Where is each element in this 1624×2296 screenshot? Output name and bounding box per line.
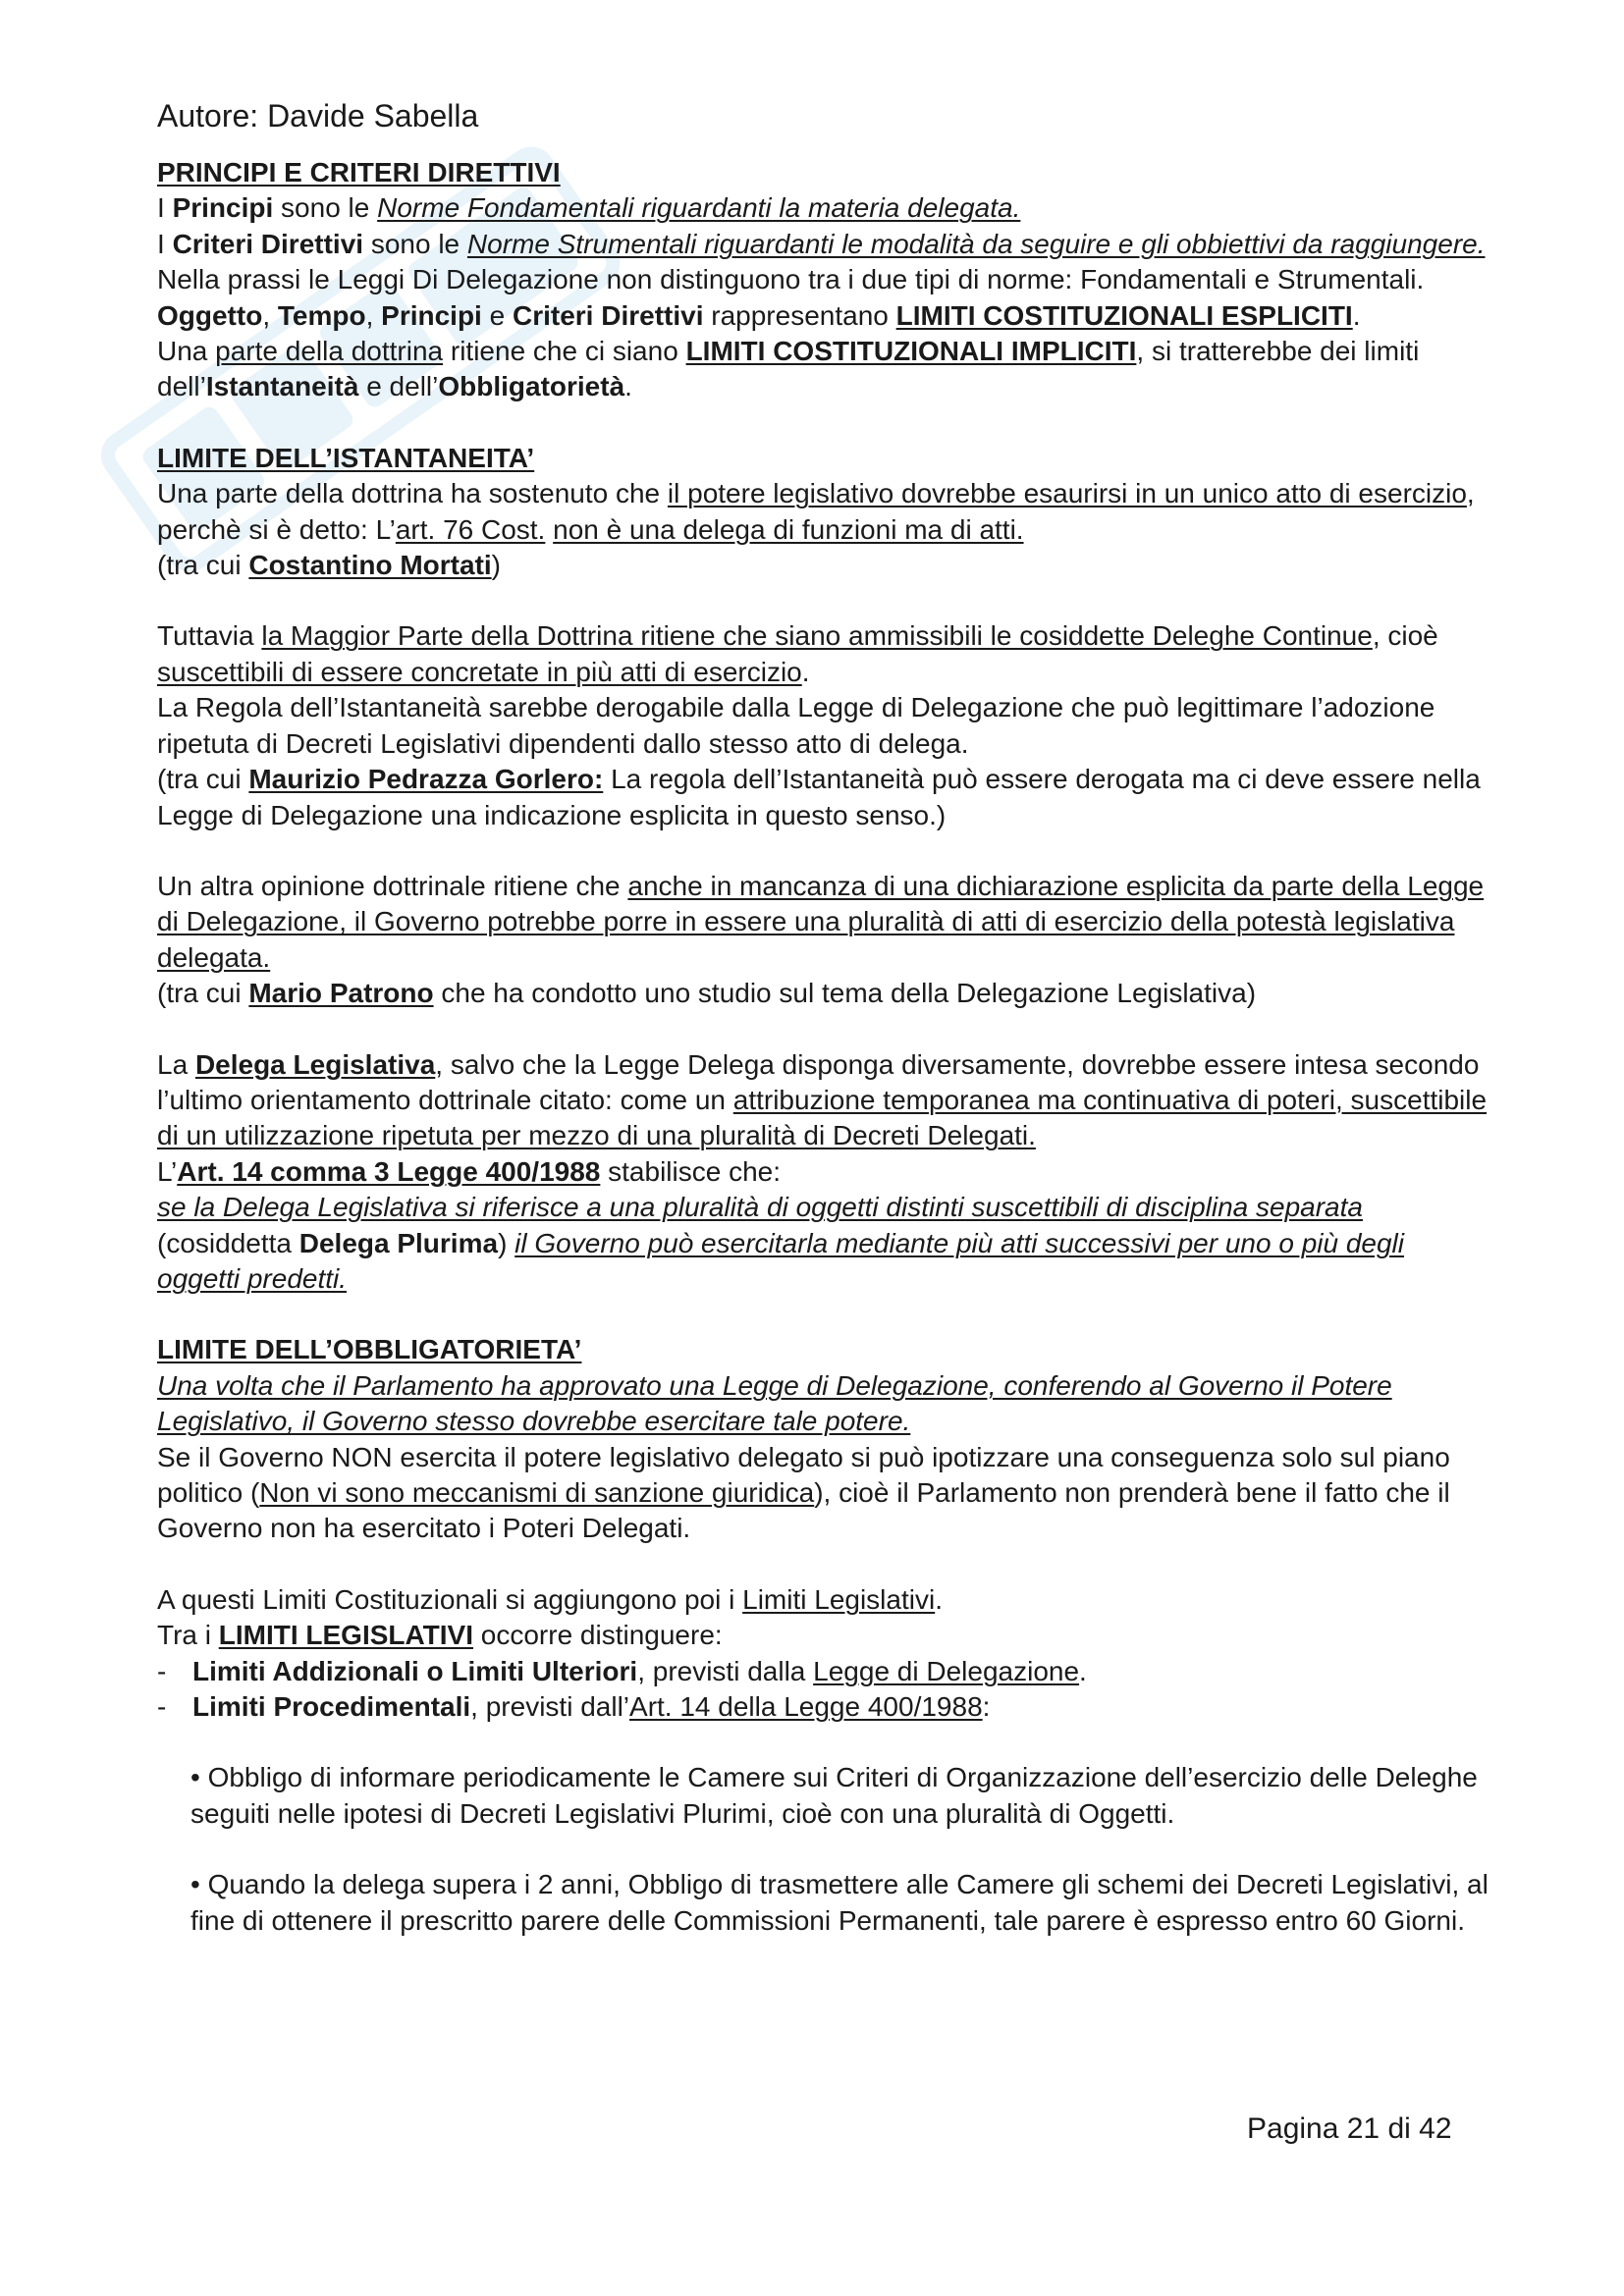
paragraph: Un altra opinione dottrinale ritiene che anche in mancanza di una dichiarazione esplicita da parte della Legge di Delegazione, il Governo potrebbe porre in essere una pluralità di atti di esercizio della potestà legislativa delegata.	[157, 870, 1485, 973]
page-content	[157, 96, 1492, 1939]
paragraph: I Principi sono le Norme Fondamentali riguardanti la materia delegata.	[157, 192, 1021, 224]
page-number: Pagina 21 di 42	[1247, 2112, 1452, 2145]
list-item: - Limiti Addizionali o Limiti Ulteriori, previsti dalla Legge di Delegazione.	[157, 1654, 1492, 1689]
paragraph: Una parte della dottrina ha sostenuto che il potere legislativo dovrebbe esaurirsi in un unico atto di esercizio, perchè si è detto: L’art. 76 Cost. non è una delega di funzioni ma di atti.	[157, 478, 1475, 545]
paragraph: Oggetto, Tempo, Principi e Criteri Direttivi rappresentano LIMITI COSTITUZIONALI ESPLICITI.	[157, 299, 1361, 331]
section-title-obbligatorieta: LIMITE DELL’OBBLIGATORIETA’	[157, 1334, 582, 1365]
paragraph: (tra cui Mario Patrono che ha condotto uno studio sul tema della Delegazione Legislativa)	[157, 978, 1257, 1009]
paragraph: Tuttavia la Maggior Parte della Dottrina ritiene che siano ammissibili le cosiddette Deleghe Continue, cioè suscettibili di essere concretate in più atti di esercizio.	[157, 620, 1438, 687]
paragraph: Una parte della dottrina ritiene che ci siano LIMITI COSTITUZIONALI IMPLICITI, si tratterebbe dei limiti dell’Istantaneità e dell’Obbligatorietà.	[157, 336, 1420, 402]
paragraph: se la Delega Legislativa si riferisce a una pluralità di oggetti distinti suscettibili di disciplina separata (cosiddetta Delega Plurima) il Governo può esercitarla mediante più atti successivi per uno o più degli oggetti predetti.	[157, 1192, 1405, 1294]
paragraph: I Criteri Direttivi sono le Norme Strumentali riguardanti le modalità da seguire e gli obbiettivi da raggiungere.	[157, 228, 1486, 259]
paragraph: Una volta che il Parlamento ha approvato una Legge di Delegazione, conferendo al Governo il Potere Legislativo, il Governo stesso dovrebbe esercitare tale potere.	[157, 1369, 1392, 1437]
paragraph: A questi Limiti Costituzionali si aggiungono poi i Limiti Legislativi.	[157, 1583, 943, 1615]
dash-marker: -	[157, 1691, 167, 1723]
author-line: Autore: Davide Sabella	[157, 98, 479, 133]
paragraph: (tra cui Maurizio Pedrazza Gorlero: La regola dell’Istantaneità può essere derogata ma ci deve essere nella Legge di Delegazione una indicazione esplicita in questo senso.)	[157, 764, 1481, 830]
paragraph: Tra i LIMITI LEGISLATIVI occorre distinguere:	[157, 1620, 723, 1651]
paragraph: (tra cui Costantino Mortati)	[157, 550, 501, 581]
paragraph: L’Art. 14 comma 3 Legge 400/1988 stabilisce che:	[157, 1155, 782, 1187]
dash-marker: -	[157, 1655, 167, 1686]
paragraph: Nella prassi le Leggi Di Delegazione non distinguono tra i due tipi di norme: Fondamentali e Strumentali.	[157, 264, 1425, 295]
bullet-item: • Obbligo di informare periodicamente le Camere sui Criteri di Organizzazione dell’esercizio delle Deleghe seguiti nelle ipotesi di Decreti Legislativi Plurimi, cioè con una pluralità di Oggetti.	[190, 1762, 1478, 1829]
paragraph: Se il Governo NON esercita il potere legislativo delegato si può ipotizzare una conseguenza solo sul piano politico (Non vi sono meccanismi di sanzione giuridica), cioè il Parlamento non prenderà bene il fatto che il Governo non ha esercitato i Poteri Delegati.	[157, 1441, 1450, 1544]
section-title-principi: PRINCIPI E CRITERI DIRETTIVI	[157, 157, 561, 187]
bullet-item: • Quando la delega supera i 2 anni, Obbligo di trasmettere alle Camere gli schemi dei Decreti Legislativi, al fine di ottenere il prescritto parere delle Commissioni Permanenti, tale parere è espresso entro 60 Giorni.	[190, 1869, 1489, 1936]
paragraph: La Regola dell’Istantaneità sarebbe derogabile dalla Legge di Delegazione che può legittimare l’adozione ripetuta di Decreti Legislativi dipendenti dallo stesso atto di delega.	[157, 692, 1435, 759]
paragraph: La Delega Legislativa, salvo che la Legge Delega disponga diversamente, dovrebbe essere intesa secondo l’ultimo orientamento dottrinale citato: come un attribuzione temporanea ma continuativa di poteri, suscettibile di un utilizzazione ripetuta per mezzo di una pluralità di Decreti Delegati.	[157, 1048, 1488, 1151]
list-item: - Limiti Procedimentali, previsti dall’Art. 14 della Legge 400/1988:	[157, 1689, 1492, 1725]
section-title-istantaneita: LIMITE DELL’ISTANTANEITA’	[157, 442, 535, 473]
